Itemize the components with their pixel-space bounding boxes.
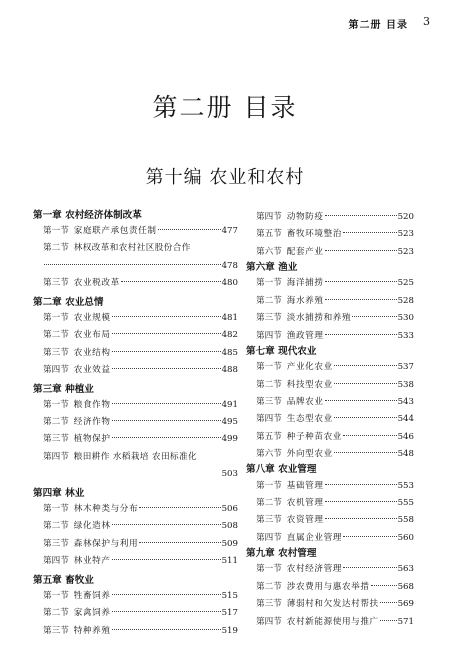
leader-dots [380,602,397,603]
toc-entry [246,209,414,226]
page-ref: 495 [221,417,238,428]
section-number: 第四节 [256,212,282,222]
section-name: 经济作物 [73,417,111,428]
page-ref: 499 [221,434,238,445]
section-name: 品牌农业 [286,396,324,407]
toc-entry [33,518,238,535]
page-ref: 503 [221,468,238,479]
toc-entry [246,377,414,394]
section-name: 科技型农业 [286,379,333,390]
section-name: 家庭联产承包责任制 [73,226,157,237]
page-ref: 568 [397,581,414,592]
section-number: 第一节 [43,313,69,324]
chapter-title: 第八章 农业管理 [246,464,317,476]
leader-dots [325,215,397,216]
section-number: 第二节 [43,521,69,532]
chapter-title: 第三章 种植业 [33,383,94,395]
toc-entry [33,501,238,518]
section-name: 粮田耕作 水稻栽培 农田标准化 [73,451,197,462]
leader-dots [139,507,220,508]
toc-entry [33,553,238,570]
section-name: 海水养殖 [286,295,324,306]
leader-dots [112,629,221,630]
leader-dots [325,299,397,300]
toc-entry [246,394,414,411]
section-number: 第四节 [256,330,282,341]
toc-entry [246,579,414,596]
section-name: 绿化造林 [73,521,111,532]
toc-entry [246,614,414,631]
leader-dots [112,594,221,595]
leader-dots [325,501,397,502]
toc-entry [246,293,414,310]
page-ref: 569 [397,599,414,610]
section-number: 第一节 [256,362,282,373]
entry-line [43,466,238,483]
leader-dots [325,400,397,401]
section-name: 外向型农业 [286,449,333,460]
leader-dots [121,281,221,282]
leader-dots [112,316,221,317]
leader-dots [112,333,221,334]
section-name: 林业特产 [73,555,111,566]
toc-entry [33,536,238,553]
section-number: 第三节 [43,625,69,636]
toc-right-column [246,209,414,631]
leader-dots [112,559,221,560]
section-number: 第一节 [256,564,282,575]
leader-dots [325,250,397,251]
chapter-title: 第五章 畜牧业 [33,574,94,586]
section-name: 产业化农业 [286,362,333,373]
leader-dots [334,417,397,418]
toc-entry [33,414,238,431]
section-number: 第四节 [43,555,69,566]
section-number: 第四节 [256,532,282,543]
page-ref: 523 [397,246,414,257]
toc-entry [33,345,238,362]
section-number: 第二节 [256,581,282,592]
toc-entry [246,596,414,613]
page-ref: 509 [221,538,238,549]
section-number: 第一节 [43,226,69,237]
page-ref: 571 [397,616,414,627]
toc-entry [246,226,414,243]
entry-line [43,240,238,257]
section-number: 第二节 [256,379,282,390]
section-name: 森林保护与利用 [73,538,139,549]
section-name: 农机管理 [286,498,324,509]
section-number: 第三节 [43,277,69,288]
chapter-title: 第二章 农业总情 [33,296,104,308]
leader-dots [334,383,397,384]
section-number: 第二节 [256,498,282,509]
page-ref: 488 [221,364,238,375]
toc-entry [246,411,414,428]
leader-dots [380,620,397,621]
section-name: 畜牧环境整治 [286,229,342,240]
section-name: 淡水捕捞和养殖 [286,313,352,324]
section-number: 第二节 [43,243,69,254]
page-ref: 511 [221,555,238,566]
leader-dots [334,365,397,366]
toc-left-column [33,209,238,640]
section-number: 第一节 [256,480,282,491]
toc-entry [33,605,238,622]
leader-dots [334,452,397,453]
section-number: 第二节 [43,330,69,341]
section-name: 农业布局 [73,330,111,341]
section-number: 第六节 [256,246,282,257]
toc-entry [246,512,414,529]
chapter-title: 第四章 林业 [33,488,85,499]
page-ref: 520 [397,212,414,222]
toc-entry [246,561,414,578]
section-name: 动物防疫 [286,212,324,222]
section-name: 农业结构 [73,347,111,358]
chapter-title: 第一章 农村经济体制改革 [33,210,142,221]
leader-dots [343,435,397,436]
leader-dots [352,316,396,317]
toc-entry [246,359,414,376]
page-number: 3 [423,15,430,28]
page-ref: 560 [397,532,414,543]
part-title: 第十编 农业和农村 [145,167,305,188]
leader-dots [44,264,221,265]
toc-entry [33,327,238,344]
toc-entry [246,275,414,292]
toc-entry [246,328,414,345]
volume-title: 第二册 目录 [152,93,298,122]
page-ref: 523 [397,229,414,240]
toc-entry [33,588,238,605]
section-number: 第四节 [43,451,69,462]
page-ref: 558 [397,515,414,526]
section-name: 直属企业管理 [286,532,342,543]
section-name: 植物保护 [73,434,111,445]
section-name: 农村新能源使用与推广 [286,616,379,627]
page-ref: 525 [397,278,414,289]
section-name: 特种养殖 [73,625,111,636]
leader-dots [325,334,397,335]
toc-entry [33,431,238,448]
section-name: 农业规模 [73,313,111,324]
leader-dots [343,567,397,568]
section-name: 薄弱村和欠发达村帮扶 [286,599,379,610]
section-name: 种子种苗农业 [286,431,342,442]
page-ref: 506 [221,504,238,515]
page-ref: 519 [221,625,238,636]
section-name: 粮食作物 [73,400,111,411]
page-ref: 515 [221,591,238,602]
section-number: 第四节 [256,616,282,627]
page-ref: 538 [397,379,414,390]
running-header [0,16,430,32]
section-number: 第三节 [256,599,282,610]
toc-entry [246,478,414,495]
leader-dots [112,403,221,404]
page-ref: 508 [221,521,238,532]
leader-dots [325,281,397,282]
section-name: 农业效益 [73,364,111,375]
section-name: 渔政管理 [286,330,324,341]
page-ref: 533 [397,330,414,341]
chapter-title: 第七章 现代农业 [246,345,317,357]
page-ref: 481 [221,313,238,324]
toc-entry [246,495,414,512]
leader-dots [158,229,221,230]
section-name: 基础管理 [286,480,324,491]
page-ref: 517 [221,608,238,619]
section-number: 第二节 [43,417,69,428]
leader-dots [112,351,221,352]
section-name: 涉农费用与惠农举措 [286,581,370,592]
section-name: 家禽饲养 [73,608,111,619]
section-name: 农村经济管理 [286,564,342,575]
section-number: 第四节 [43,364,69,375]
section-number: 第四节 [256,414,282,425]
chapter-title: 第六章 渔业 [246,262,298,274]
toc-entry [246,429,414,446]
page-ref: 548 [397,449,414,460]
page-ref: 485 [221,347,238,358]
section-number: 第一节 [43,591,69,602]
section-name: 海洋捕捞 [286,278,324,289]
leader-dots [343,536,397,537]
section-number: 第一节 [43,400,69,411]
chapter-title: 第九章 农村管理 [246,548,317,560]
toc-entry [246,446,414,463]
section-number: 第一节 [256,278,282,289]
toc-entry [246,244,414,261]
section-name: 配套产业 [286,246,324,257]
leader-dots [112,420,221,421]
section-number: 第六节 [256,449,282,460]
section-name: 牲畜饲养 [73,591,111,602]
toc-entry [33,397,238,414]
page-ref: 482 [221,330,238,341]
toc-entry [33,623,238,640]
page-ref: 543 [397,396,414,407]
section-number: 第三节 [43,434,69,445]
toc-entry [33,362,238,379]
entry-line [43,258,238,275]
leader-dots [325,518,397,519]
section-number: 第三节 [256,313,282,324]
page-ref: 480 [221,277,238,288]
page-ref: 478 [221,260,238,271]
page-ref: 477 [221,226,238,237]
page-ref: 546 [397,431,414,442]
toc-entry [33,275,238,292]
section-number: 第三节 [256,515,282,526]
page-ref: 555 [397,498,414,509]
leader-dots [343,232,397,233]
toc-entry [33,449,238,483]
section-name: 农资管理 [286,515,324,526]
leader-dots [112,611,221,612]
leader-dots [325,484,397,485]
page-ref: 528 [397,295,414,306]
leader-dots [112,368,221,369]
section-name: 农业税改革 [73,277,120,288]
section-number: 第五节 [256,229,282,240]
section-name: 生态型农业 [286,414,333,425]
page-ref: 563 [397,564,414,575]
section-name: 林权改革和农村社区股份合作 [73,243,191,254]
page-ref: 553 [397,480,414,491]
section-number: 第一节 [43,504,69,515]
leader-dots [112,524,221,525]
page-ref: 530 [397,313,414,324]
section-number: 第二节 [256,295,282,306]
page-ref: 544 [397,414,414,425]
leader-dots [139,542,220,543]
section-number: 第二节 [43,608,69,619]
page-ref: 537 [397,362,414,373]
header-title: 第二册 目录 [348,20,408,31]
section-number: 第五节 [256,431,282,442]
toc-entry [246,310,414,327]
entry-line [43,449,238,466]
section-number: 第三节 [256,396,282,407]
toc-entry [33,240,238,274]
toc-entry [246,530,414,547]
leader-dots [112,437,221,438]
leader-dots [371,585,397,586]
page-ref: 491 [221,400,238,411]
section-number: 第三节 [43,538,69,549]
toc-entry [33,310,238,327]
toc-entry [33,223,238,240]
section-name: 林木种类与分布 [73,504,139,515]
section-number: 第三节 [43,347,69,358]
